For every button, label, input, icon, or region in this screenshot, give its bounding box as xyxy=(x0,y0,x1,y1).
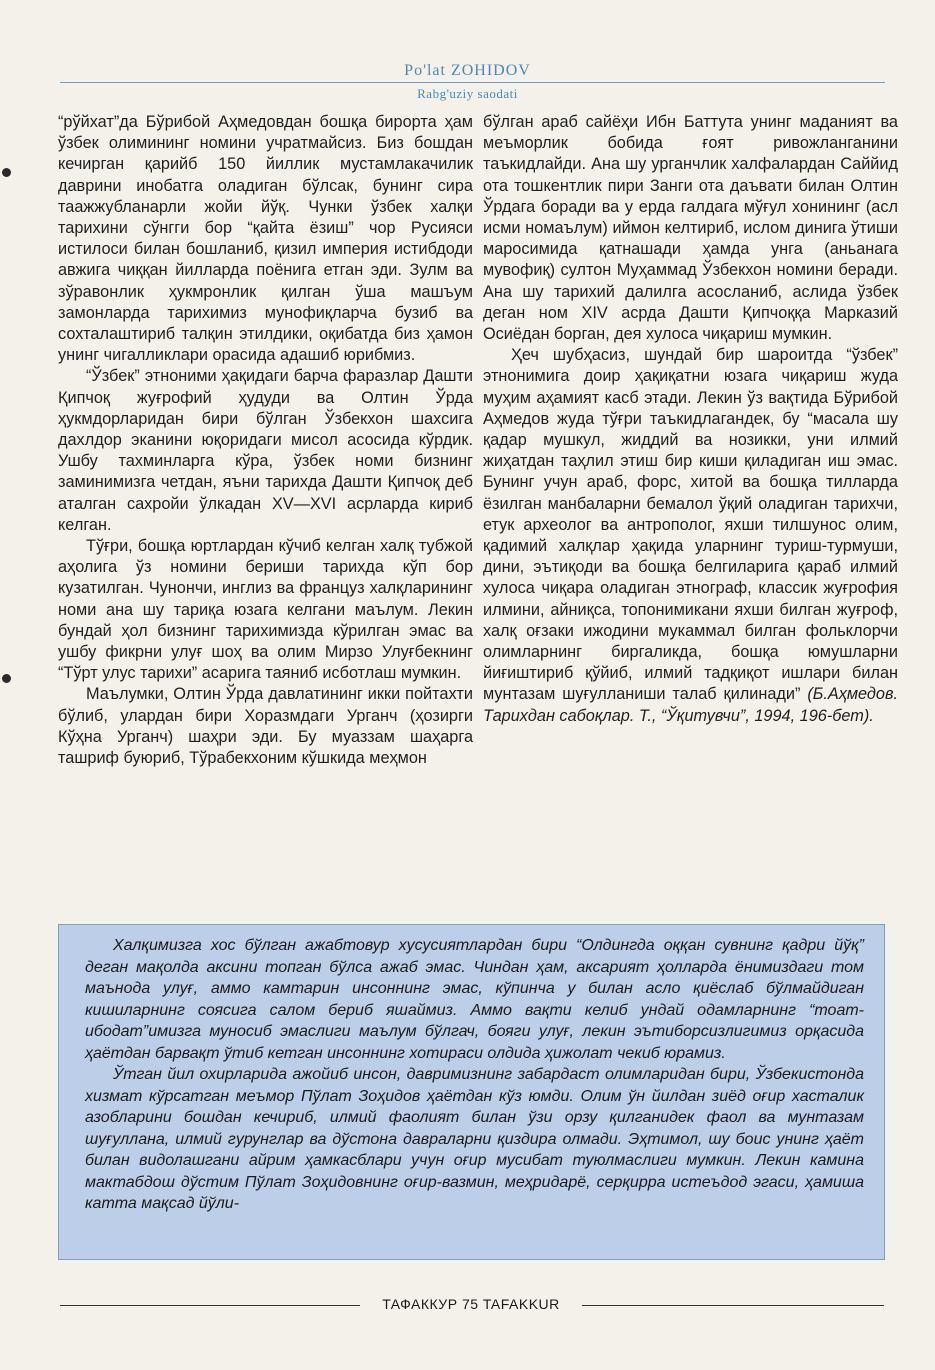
quote-paragraph-2: Ўтган йил охирларида ажойиб инсон, давримизнинг забардаст олимларидан бири, Ўзбекистонда хизмат кўрсатган меъмор Пўлат Зоҳидов ҳаётдан кўз юмди. Олим ўн йилдан зиёд оғир хасталик азобларини бошдан кечириб, илмий фаолият билан ўзи орзу қилганидек фаол ва мунтазам шуғуллана, илмий гурунглар ва дўстона давраларни қиздира олмади. Эҳтимол, шу боис унинг ҳаёт билан видолашгани айрим ҳамкасблари учун оғир мусибат туюлмаслиги мумкин. Лекин камина мактабдош дўстим Пўлат Зоҳидовнинг оғир-вазмин, меҳридарё, серқирра истеъдод эгаси, ҳамиша катта мақсад йўли- xyxy=(85,1066,864,1212)
running-header-author: Po'lat ZOHIDOV xyxy=(404,62,531,79)
right-paragraph-2 xyxy=(483,345,898,727)
footer-rule-right xyxy=(582,1305,884,1306)
footer-right-title: TAFAKKUR xyxy=(482,1296,560,1312)
highlighted-quote-box xyxy=(58,924,885,1260)
footer-left-title: ТАФАККУР xyxy=(382,1296,458,1312)
header-rule xyxy=(60,82,885,83)
right-paragraph-2-text: Ҳеч шубҳасиз, шундай бир шароитда “ўзбек” этнонимига доир ҳақиқатни юзага чиқариш жуда муҳим аҳамият касб этади. Лекин ўз вақтида Бўрибой Аҳмедов жуда тўғри таъкидлагандек, бу “масала шу қадар мушкул, жиддий ва нозикки, уни илмий жиҳатдан таҳлил этиш бир киши қиладиган иш эмас. Бунинг учун араб, форс, хитой ва бошқа тилларда ёзилган манбаларни бемалол ўқий оладиган тарихчи, етук археолог ва антрополог, яхши тилшунос олим, қадимий халқлар ҳақида уларнинг туриш-турмуши, дини, эътиқоди ва бошқа белгиларига қараб илмий хулоса чиқара оладиган этнограф, классик жуғрофия илмини, айниқса, топонимикани яхши билган жуғроф, халқ оғзаки ижодини мукаммал билган фольклорчи олимларнинг биргаликда, бошқа юмушларни йиғиштириб қўйиб, илмий тадқиқот ишлари билан мунтазам шуғулланиши талаб қилинади” xyxy=(483,346,898,704)
citation: (Б.Аҳмедов. Тарихдан сабоқлар. Т., “Ўқитувчи”, 1994, 196-бет). xyxy=(483,685,898,725)
quote-paragraph-1: Халқимизга хос бўлган ажабтовур хусусиятлардан бири “Олдингда оққан сувнинг қадри йўқ” деган мақолда аксини топган бўлса ажаб эмас. Чиндан ҳам, аксарият ҳолларда ёнимиздаги том маънода улуғ, аммо камтарин инсоннинг эмас, кўпинча у билан асло қиёслаб бўлмайдиган кишиларнинг соясига салом бериб яшаймиз. Аммо вақти келиб ундай одамларнинг “тоат-ибодат”имизга муносиб эмаслиги маълум бўлгач, бояги улуғ, лекин эътиборсизлигимиз орқасида ҳаётдан барвақт ўтиб кетган инсоннинг хотираси олдида ҳижолат чекиб юрамиз. xyxy=(85,937,864,1062)
footer-rule-left xyxy=(60,1305,360,1306)
page-number: 75 xyxy=(461,1296,479,1312)
punch-hole-mark xyxy=(2,674,11,683)
right-paragraph-1: бўлган араб сайёҳи Ибн Баттута унинг маданият ва меъморлик бобида ғоят ривожланганини таъкидлайди. Ана шу урганчлик халфалардан Саййид ота тошкентлик пири Занги ота даъвати билан Олтин Ўрдага боради ва у ерда галдага мўғул хонининг (асл исми номаълум) иймон келтириб, ислом динига ўтиши маросимида қатнашади ҳамда унга (аньанага мувофиқ) султон Муҳаммад Ўзбекхон номини беради. Ана шу тарихий далилга асосланиб, аслида ўзбек деган ном XIV асрда Дашти Қипчоққа Марказий Осиёдан борган, дея хулоса чиқариш мумкин. xyxy=(483,113,898,344)
left-paragraph-4: Маълумки, Олтин Ўрда давлатининг икки пойтахти бўлиб, улардан бири Хоразмдаги Урганч (ҳозирги Кўҳна Урганч) шаҳри эди. Бу муаззам шаҳарга ташриф буюриб, Тўрабекхоним кўшкида меҳмон xyxy=(58,685,473,768)
left-paragraph-2: “Ўзбек” этноними ҳақидаги барча фаразлар Дашти Қипчоқ жуғрофий ҳудуди ва Олтин Ўрда ҳукмдорларидан бири бўлган Ўзбекхон шахсига дахлдор эканини юқоридаги мисол асосида кўрдик. Ушбу тахминларга кўра, ўзбек номи бизнинг заминимизга четдан, яъни тарихда Дашти Қипчоқ деб аталган сахройи ўлкадан XV—XVI асрларда кириб келган. xyxy=(58,367,473,534)
right-column xyxy=(483,112,898,727)
left-paragraph-1: “рўйхат”да Бўрибой Аҳмедовдан бошқа бирорта ҳам ўзбек олимининг номини учратмайсиз. Биз бошдан кечирган қарийб 150 йиллик мустамлакачилик даврини инобатга оладиган бўлсак, бунинг сира таажжубланарли жойи йўқ. Чунки ўзбек халқи тарихини сўнгги бор “қайта ёзиш” чор Русияси истилоси билан бошланиб, қизил империя истибдоди авжига чиққан йилларда поёнига етган эди. Зулм ва зўравонлик ҳукмронлик қилган ўша машъум замонларда тарихимиз мунофиқларча бузиб ва сохталаштириб талқин этилдики, оқибатда биз ҳамон унинг чигалликлари орасида адашиб юрибмиз. xyxy=(58,113,473,365)
punch-hole-mark xyxy=(2,168,11,177)
left-paragraph-3: Тўғри, бошқа юртлардан кўчиб келган халқ тубжой аҳолига ўз номини бериши тарихда кўп бор кузатилган. Чунончи, инглиз ва француз халқларининг номи ана шу тариқа юзага келгани маълум. Лекин бундай ҳол бизнинг тарихимизда кўрилган эмас ва ушбу фикрни улуғ шоҳ ва олим Мирзо Улуғбекнинг “Тўрт улус тарихи” асарига таяниб исботлаш мумкин. xyxy=(58,537,473,683)
left-column xyxy=(58,112,473,769)
footer xyxy=(360,1296,582,1312)
running-header-subtitle: Rabg'uziy saodati xyxy=(417,86,518,101)
